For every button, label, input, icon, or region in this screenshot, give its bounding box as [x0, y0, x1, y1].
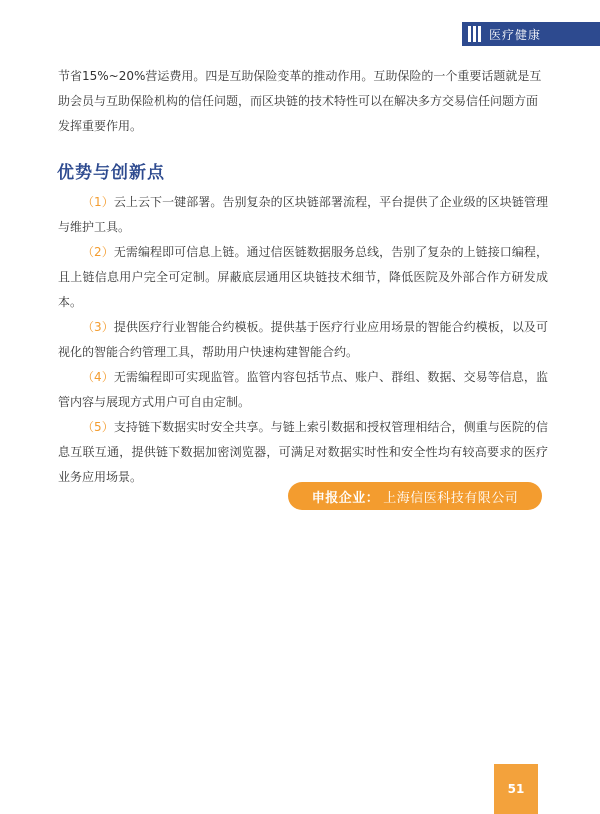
point-number: （3） — [82, 320, 114, 334]
point-item — [58, 315, 548, 365]
point-item — [58, 415, 548, 490]
section-header-title: 医疗健康 — [489, 27, 542, 42]
point-number: （2） — [82, 245, 114, 259]
point-number: （4） — [82, 370, 114, 384]
point-text: 提供医疗行业智能合约模板。提供基于医疗行业应用场景的智能合约模板，以及可视化的智能合约管理工具，帮助用户快速构建智能合约。 — [58, 320, 548, 359]
point-item — [58, 190, 548, 240]
point-text: 云上云下一键部署。告别复杂的区块链部署流程，平台提供了企业级的区块链管理与维护工具。 — [58, 195, 548, 234]
intro-paragraph: 节省15%~20%营运费用。四是互助保险变革的推动作用。互助保险的一个重要话题就是互助会员与互助保险机构的信任问题，而区块链的技术特性可以在解决多方交易信任问题方面发挥重要作用。 — [58, 69, 542, 133]
section-header-tab — [462, 22, 600, 46]
point-item — [58, 240, 548, 315]
point-text: 支持链下数据实时安全共享。与链上索引数据和授权管理相结合，侧重与医院的信息互联互通，提供链下数据加密浏览器，可满足对数据实时性和安全性均有较高要求的医疗业务应用场景。 — [58, 420, 548, 484]
point-text: 无需编程即可信息上链。通过信医链数据服务总线，告别了复杂的上链接口编程，且上链信息用户完全可定制。屏蔽底层通用区块链技术细节，降低医院及外部合作方研发成本。 — [58, 245, 548, 309]
company-label: 申报企业： — [311, 490, 380, 506]
header-bars-icon — [468, 26, 481, 42]
point-number: （1） — [82, 195, 114, 209]
company-badge — [288, 482, 542, 510]
section-title: 优势与创新点 — [57, 163, 165, 183]
page-number: 51 — [494, 764, 538, 814]
company-name: 上海信医科技有限公司 — [383, 490, 519, 506]
point-number: （5） — [82, 420, 114, 434]
point-item — [58, 365, 548, 415]
point-text: 无需编程即可实现监管。监管内容包括节点、账户、群组、数据、交易等信息，监管内容与展现方式用户可自由定制。 — [58, 370, 548, 409]
points-list — [58, 190, 548, 490]
